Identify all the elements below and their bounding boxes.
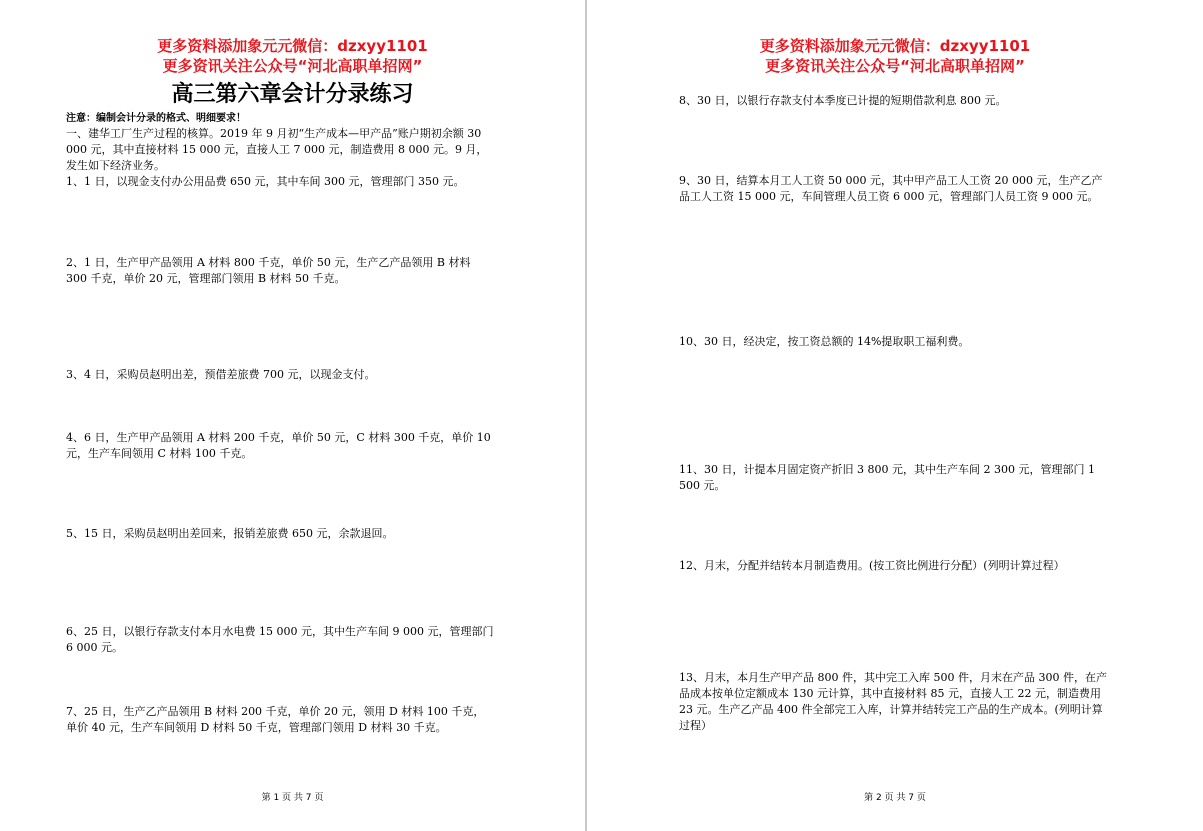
question-12: 12、月末，分配并结转本月制造费用。(按工资比例进行分配）(列明计算过程） — [679, 559, 1065, 572]
promo-account-line: 更多资讯关注公众号“河北高职单招网” — [162, 57, 423, 75]
page-number-footer: 第 1 页 共 7 页 — [261, 793, 324, 803]
intro-paragraph: 一、建华工厂生产过程的核算。2019 年 9 月初“生产成本—甲产品”账户期初余额 30 000 元，其中直接材料 15 000 元，直接人工 7 000 元，制造费用 8 000 元。9 月，发生如下经济业务。 — [66, 127, 488, 172]
question-6: 6、25 日，以银行存款支付本月水电费 15 000 元，其中生产车间 9 000 元，管理部门 6 000 元。 — [66, 625, 494, 654]
question-3: 3、4 日，采购员赵明出差，预借差旅费 700 元，以现金支付。 — [66, 368, 376, 381]
document-page-1 — [0, 0, 585, 831]
question-13: 13、月末，本月生产甲产品 800 件，其中完工入库 500 件，月末在产品 300 件，在产品成本按单位定额成本 130 元计算，其中直接材料 85 元，直接人工 22 元，制造费用 23 元。生产乙产品 400 件全部完工入库，计算并结转完工产品的生产成本。(列明计算过程） — [679, 671, 1107, 732]
page-title: 高三第六章会计分录练习 — [171, 81, 414, 107]
question-9: 9、30 日，结算本月工人工资 50 000 元，其中甲产品工人工资 20 000 元，生产乙产品工人工资 15 000 元，车间管理人员工资 6 000 元，管理部门人员工资 9 000 元。 — [679, 174, 1103, 203]
promo-account-line: 更多资讯关注公众号“河北高职单招网” — [765, 57, 1025, 75]
question-5: 5、15 日，采购员赵明出差回来，报销差旅费 650 元，余款退回。 — [66, 527, 394, 540]
question-10: 10、30 日，经决定，按工资总额的 14%提取职工福利费。 — [679, 335, 970, 348]
question-4: 4、6 日，生产甲产品领用 A 材料 200 千克，单价 50 元，C 材料 300 千克，单价 10 元，生产车间领用 C 材料 100 千克。 — [66, 431, 491, 460]
question-11: 11、30 日，计提本月固定资产折旧 3 800 元，其中生产车间 2 300 元，管理部门 1 500 元。 — [679, 463, 1095, 492]
page-number-footer: 第 2 页 共 7 页 — [864, 793, 926, 803]
promo-wechat-line: 更多资料添加象元元微信：dzxyy1101 — [759, 37, 1031, 55]
question-2: 2、1 日，生产甲产品领用 A 材料 800 千克，单价 50 元，生产乙产品领用 B 材料 300 千克，单价 20 元，管理部门领用 B 材料 50 千克。 — [66, 256, 471, 285]
question-8: 8、30 日，以银行存款支付本季度已计提的短期借款利息 800 元。 — [679, 94, 1007, 107]
question-1: 1、1 日，以现金支付办公用品费 650 元，其中车间 300 元，管理部门 350 元。 — [66, 175, 465, 188]
promo-wechat-line: 更多资料添加象元元微信：dzxyy1101 — [157, 37, 428, 55]
question-7: 7、25 日，生产乙产品领用 B 材料 200 千克，单价 20 元，领用 D 材料 100 千克，单价 40 元，生产车间领用 D 材料 50 千克，管理部门领用 D 材料 30 千克。 — [66, 705, 485, 734]
document-page-2 — [587, 0, 1203, 831]
format-note: 注意：编制会计分录的格式、明细要求！ — [66, 113, 246, 124]
